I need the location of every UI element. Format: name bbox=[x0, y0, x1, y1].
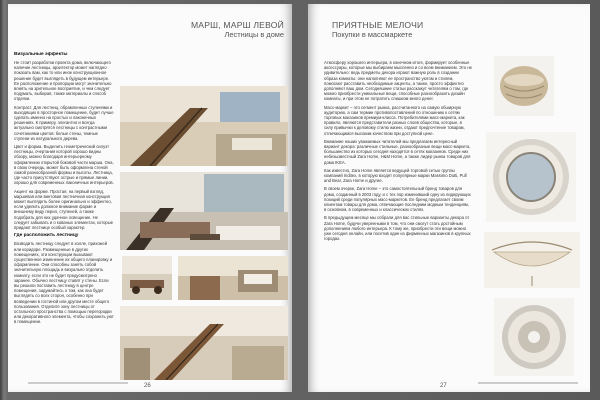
round-mirror-photo bbox=[486, 132, 576, 222]
hanging-basket-photo bbox=[484, 232, 580, 288]
paragraph: В своем очерке, Zara Home – это самостоятельный бренд товаров для дома, созданный в 2003 году, и с тех пор изменивший одну из лидирующих позиций среди популярных масс-маркетов. Ее бренд предлагает своим клиентам товары для дома, отвечающие последним модным тенденциям, в основном, в современных и классических стилях. bbox=[324, 186, 471, 213]
left-page-number: 26 bbox=[144, 383, 151, 389]
staircase-photo-2 bbox=[120, 306, 288, 380]
hallway-photo bbox=[178, 256, 288, 300]
living-room-photo bbox=[120, 172, 288, 250]
left-header-title: МАРШ, МАРШ ЛЕВОЙ bbox=[190, 20, 284, 30]
right-header-title: ПРИЯТНЫЕ МЕЛОЧИ bbox=[332, 20, 424, 30]
folio-rule bbox=[28, 382, 128, 384]
paragraph: Атмосферу хорошего интерьера, в конечном итоге, формирует особенные аксессуары, которые мы выбираем мысленно и со всем вниманием. Это не удивительно: ведь предметы декора играют важную роль в создании образа комнаты: они наполняют ее пространство уютом и стилем, помогают расставить необходимые акценты, а также, просто эффектно дополняют ваш дом. Сегодняшние статьи расскажут читателям о том, где можно приобрести уникальные вещи, способные разнообразить дизайн комнаты, и при этом не потратить слишком много денег. bbox=[324, 60, 472, 102]
paragraph: Масс-маркет – это сегмент рынка, рассчитанного на самую обширную аудиторию, а сам термин противопоставлений по отношению к сетям торговых магазинов премиум-класса. Потребителями масс-маркета, как правило, являются представители разных слоев общества, которые, в силу привычки к деловому стилю жизни, отдают предпочтение товарам, отличающимся высоким качеством при доступной цене. bbox=[324, 104, 465, 136]
left-text-column bbox=[14, 52, 114, 378]
paragraph: Цвет и форма. Выделить геометрический силуэт лестницы, очертания которой хорошо видны обзору, можно благодаря интерьерному оформлению открытой боковой части марша. Она, в свою очередь, может быть оформлена стеной самой разнообразной формы и высоты. Лестница, где часто присутствуют острые и прямые линии, хорошо для современных лаконичных интерьеров. bbox=[14, 144, 114, 186]
paragraph: Акцент на форме. Простая, на первый взгляд, маршевая или винтовая лестничная конструкция может выглядеть более оригинально и эффектно, если уделить должное внимание форме и внешнему виду перил, ступеней, а также подобрать для них удачное освещение. Не следует забывать и о кованых элементах, которые придают лестнице особый характер. bbox=[14, 188, 114, 231]
right-page-header bbox=[332, 20, 492, 50]
paragraph: Не стоит разработки проекта дома, включающего наличие лестницы, архитектор может наглядно показать вам, как то или иное конструкционное решение будет выглядеть в будущем интерьере. Ее расположение и пропорции могут значительно влиять на зрительное восприятие, и чем следует подумать, выбирая, также материалы и способ отделки. bbox=[14, 60, 112, 102]
dining-room-photo bbox=[122, 256, 172, 300]
folio-rule bbox=[478, 382, 578, 384]
staircase-photo-1 bbox=[120, 86, 288, 166]
left-page-header bbox=[158, 20, 284, 50]
right-page bbox=[308, 4, 590, 392]
section-title-where-to-place: Где расположить лестницу bbox=[14, 233, 79, 239]
paragraph: Как известно, Zara Home является ведущей торговой сетью группы компаний Inditex, в которую входят популярные марки Massimo Dutti, Pull and Bear, Zara Home и другие. bbox=[324, 167, 467, 184]
right-page-number: 27 bbox=[440, 383, 447, 389]
left-header-subtitle: Лестницы в доме bbox=[224, 30, 284, 39]
right-header-subtitle: Покупки в массмаркете bbox=[332, 30, 413, 39]
paragraph: Внимание наших уважаемых читателей мы предлагаем интересный вариант декора: различные стильные, разнообразные вещи масс-маркета, большинство из которых сегодня находятся в сетях магазинов. Среди них небезызвестный Zara Home, H&M Home, а также лидер рынка товаров для дома IKEA. bbox=[324, 138, 471, 165]
left-page bbox=[8, 4, 292, 392]
round-clock-photo bbox=[494, 298, 574, 376]
wicker-basket-photo bbox=[494, 56, 554, 116]
paragraph: Возводить лестницу следует в холле, прихожей или коридоре. Размещенные в других помещениях, эти конструкции вызывают существенное изменение их общего планировку и оформление. Они способны занять собой значительную площадь и визуально отделить комнату, если это не будет предусмотрено заранее. Обычно лестницу ставят у стены. Если вы решили поставить лестницу в центре помещения, задумайтесь о том, как она будет выглядеть со всех сторон, особенно при возведении в гостиной или другом месте общего пользования. Отделите зону лестницы от остального пространства с помощью перегородки или декоративного элемента, чтобы сохранить уют в помещении. bbox=[14, 241, 114, 325]
section-title-visual-effects: Визуальные эффекты bbox=[14, 52, 68, 57]
paragraph: Контраст. Для лестниц, обрамленных ступенями и выходящих в просторное помещение, будет лучше сделать именно на простых и лаконичных решениях. К примеру, элегантно и всегда актуально смотрятся лестницы с контрастными сочетаниями цветов: белые стены, темные ступени из натурального дерева. bbox=[14, 104, 114, 141]
paragraph: В предыдущем месяце мы собрали для вас стильные варианты декора от Zara Home, будучи уверенными в том, что они смогут стать достойным дополнением любого интерьера. К тому же, приобрести эти вещи можно уже сегодня онлайн, или посетив один из фирменных магазинов в крупных городах. bbox=[324, 215, 471, 242]
right-text-column bbox=[324, 60, 472, 378]
